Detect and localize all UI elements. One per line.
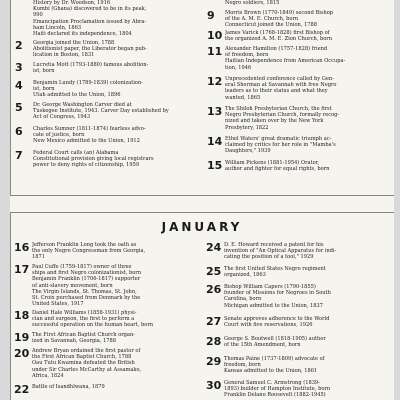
entry-text: Paul Cuffe (1759-1817) owner of three ships and first Negro colonizationist, born Benjamin Franklin (1706-1817) supporter of anti-slavery movement, born The Virgin Islands, St. Thomas, St. John, St. Croix purchased from Denmark by the United States, 1917 <box>32 264 142 308</box>
entry-text: The First African Baptist Church organ- ized in Savannah, Georgia, 1788 <box>32 332 135 345</box>
entry-text: General Samuel C. Armstrong (1839- 1893) builder of Hampton Institute, born Franklin Delano Roosevelt (1882-1945) <box>224 380 331 399</box>
entry-text: William Pickens (1881-1954) Orator, author and fighter for equal rights, born <box>225 160 330 173</box>
day-number: 17 <box>14 263 30 276</box>
entry-text: D. E. Howard received a patent for his invention of "An Optical Apparatus for indi- cating the position of a tool," 1929 <box>224 242 337 261</box>
month-title: JANUARY <box>161 220 243 234</box>
day-number: 13 <box>207 105 223 118</box>
entry-text: Battle of Isandhlwana, 1879 <box>32 384 105 390</box>
day-number: 26 <box>206 283 222 296</box>
day-number: 29 <box>206 355 222 368</box>
entry-text: Federal Court calls (an) Alabama Constitutional provision giving local registrars power to deny rights of citizenship, 1959 <box>33 150 154 169</box>
entry-text: Alexander Hamilton (1757-1828) friend of freedom, born Haitian Independence from American Occupa- tion, 1946 <box>225 46 346 71</box>
calendar-page <box>10 0 394 400</box>
entry-text: Bishop William Capers (1790-1855) founder of Missions for Negroes in South Carolina, born Michigan admitted to the Union, 1837 <box>224 284 331 309</box>
day-number: 27 <box>206 315 222 328</box>
entry-text: Dr. George Washington Carver died at Tuskegee Institute, 1943. Carver Day established by Act of Congress, 1943 <box>33 102 169 121</box>
day-number: 24 <box>206 241 222 254</box>
day-number: 4 <box>15 79 23 92</box>
day-number: 14 <box>207 135 223 148</box>
day-number: 11 <box>207 45 223 58</box>
entry-text: Daniel Hale Williams (1858-1931) physi- cian and surgeon, the first to perform a successful operation on the human heart, born <box>32 310 154 329</box>
entry-text: Thomas Paine (1737-1809) advocate of freedom, born Kansas admitted to the Union, 1861 <box>224 356 325 375</box>
entry-text: Andrew Bryan ordained the first pastor of the First African Baptist Church, 1788 Oau Tutu Kwamina defeated the British under Sir Charles McCarthy at Assamako, Africa, 1824 <box>32 348 142 379</box>
entry-text: History by Dr. Woodson, 1916 Kumbi (Ghana) discovered to be in its peak, 990 Emancipation Proclamation issued by Abra- ham Lincoln, 1863 Haiti declared its independence, 1804 <box>33 0 147 38</box>
entry-text: Charles Sumner (1811-1874) fearless advo- cate of justice, born New Mexico admitted to the Union, 1912 <box>33 126 146 145</box>
day-number: 18 <box>14 309 30 322</box>
entry-text: Jefferson Franklin Long took the oath as the only Negro Congressman from Georgia, 1871 <box>32 242 146 261</box>
entry-text: Morris Brown (1770-1849) second Bishop of the A. M. E. Church, born Connecticut joined the Union, 1788 <box>225 10 334 29</box>
entry-text: Lucretia Mott (1793-1880) famous abolition- ist, born <box>33 62 149 75</box>
day-number: 6 <box>15 125 23 138</box>
entry-text: James Varick (1768-1828) first Bishop of the organized A. M. E. Zion Church, born <box>225 30 333 43</box>
entry-text: Senate approves adherence to the World Court with five reservations, 1926 <box>224 316 330 329</box>
day-number: 2 <box>15 39 23 52</box>
entry-text: Benjamin Lundy (1789-1839) colonization- ist, born Utah admitted to the Union, 1896 <box>33 80 143 99</box>
day-number: 19 <box>14 331 30 344</box>
day-number: 3 <box>15 61 23 74</box>
entry-text: The Shiloh Presbyterian Church, the first Negro Presbyterian Church, formally recog- nized and taken over by the New York Presbytery, 1822 <box>225 106 340 131</box>
day-number: 12 <box>207 75 223 88</box>
day-number: 5 <box>15 101 23 114</box>
entry-text: Georgia joined the Union, 1788 Abolitionist paper, the Liberator began pub- lication in Boston, 1831 <box>33 40 147 59</box>
day-number: 28 <box>206 335 222 348</box>
day-number: 16 <box>14 241 30 254</box>
panel-gap <box>10 197 394 211</box>
day-number: 20 <box>14 347 30 360</box>
entry-text: Unprecedented conference called by Gen- eral Sherman at Savannah with free Negro leaders as to their status and what they wanted, 1865 <box>225 76 337 101</box>
day-number: 25 <box>206 265 222 278</box>
top-calendar-panel <box>10 0 394 196</box>
entry-text: The first United States Negro regiment organized, 1863 <box>224 266 326 279</box>
day-number: 22 <box>14 383 30 396</box>
entry-text: Ethel Waters' great dramatic triumph ac- claimed by critics for her role in "Mamba's Daughters," 1939 <box>225 136 336 155</box>
day-number: 30 <box>206 379 222 392</box>
entry-text: Negro soldiers, 1815 <box>225 0 280 6</box>
day-number: 9 <box>207 9 215 22</box>
day-number: 10 <box>207 29 223 42</box>
day-number: 7 <box>15 149 23 162</box>
entry-text: George S. Boutwell (1818-1905) author of the 15th Amendment, born <box>224 336 326 349</box>
day-number: 15 <box>207 159 223 172</box>
